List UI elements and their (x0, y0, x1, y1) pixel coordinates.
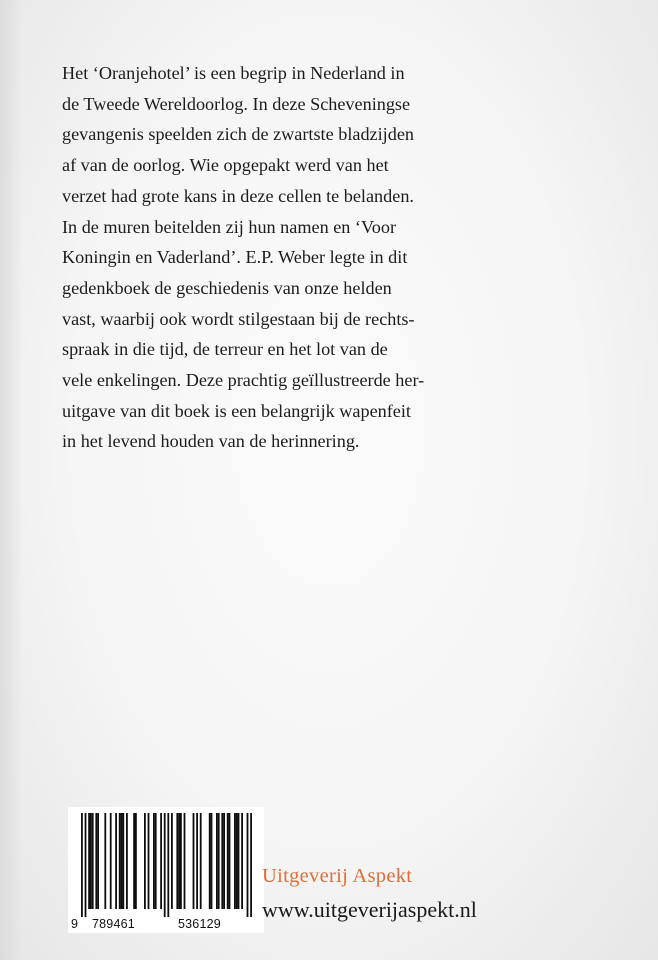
barcode-bar (223, 813, 225, 909)
publisher-name: Uitgeverij Aspekt (262, 865, 413, 887)
barcode-bar (121, 813, 123, 909)
barcode-bar (104, 813, 106, 909)
barcode-bar (209, 813, 211, 909)
barcode-bar (135, 813, 137, 909)
barcode-bar (97, 813, 99, 909)
barcode-bar (184, 813, 186, 909)
barcode-bar (193, 813, 195, 909)
barcode-bar (171, 813, 173, 909)
isbn-lead-digit: 9 (71, 917, 79, 931)
isbn-right-digits: 536129 (178, 917, 221, 931)
barcode-bars (68, 807, 264, 917)
barcode-bar (218, 813, 220, 909)
barcode-bar (238, 813, 240, 909)
barcode-bar (180, 813, 182, 909)
barcode-bar (90, 813, 92, 909)
barcode-bar (144, 813, 146, 909)
barcode-bar (241, 813, 243, 909)
blurb-line: in het levend houden van de herinnering. (62, 431, 360, 452)
barcode-bar (85, 813, 87, 917)
barcode-bar (153, 813, 155, 909)
blurb-line: vast, waarbij ook wordt stilgestaan bij de rechts- (62, 308, 415, 329)
barcode-bar (200, 813, 202, 909)
barcode-bar (211, 813, 213, 909)
blurb-line: af van de oorlog. Wie opgepakt werd van het (62, 155, 389, 176)
barcode-bar (81, 813, 83, 917)
blurb-line: uitgave van dit boek is een belangrijk wapenfeit (62, 400, 411, 421)
blurb-line: de Tweede Wereldoorlog. In deze Scheveningse (62, 93, 411, 114)
barcode-bar (88, 813, 90, 909)
barcode-bar (178, 813, 180, 909)
barcode-bar (221, 813, 223, 909)
blurb-line: gedenkboek de geschiedenis van onze helden (62, 277, 392, 298)
barcode-bar (119, 813, 121, 909)
barcode-bar (196, 813, 198, 909)
blurb-line: vele enkelingen. Deze prachtig geïllustreerde her- (62, 370, 425, 391)
barcode-bar (122, 813, 124, 909)
barcode-bar (227, 813, 229, 909)
barcode-bar (160, 813, 162, 909)
barcode-bar (92, 813, 94, 909)
barcode-bar (155, 813, 157, 909)
blurb-line: Het ‘Oranjehotel’ is een begrip in Nederland in (62, 63, 405, 83)
blurb-line: spraak in die tijd, de terreur en het lot van de (62, 339, 388, 360)
barcode-bar (110, 813, 112, 909)
barcode-bar (234, 813, 236, 909)
barcode-bar (250, 813, 252, 917)
barcode-bar (95, 813, 97, 909)
barcode-bar (148, 813, 150, 909)
barcode-bar (115, 813, 117, 909)
barcode-bar (164, 813, 166, 917)
barcode-bar (167, 813, 169, 917)
barcode-bar (247, 813, 249, 917)
blurb-line: In de muren beitelden zij hun namen en ‘Voor (62, 216, 397, 237)
isbn-left-digits: 789461 (92, 917, 135, 931)
barcode-bar (176, 813, 178, 909)
blurb-text (62, 58, 532, 457)
blurb-line: verzet had grote kans in deze cellen te belanden. (62, 185, 414, 206)
barcode-bar (133, 813, 135, 909)
blurb-line: gevangenis speelden zich de zwartste bladzijden (62, 124, 414, 145)
blurb-line: Koningin en Vaderland’. E.P. Weber legte in dit (62, 247, 408, 268)
barcode-bar (236, 813, 238, 909)
barcode-bar (126, 813, 128, 909)
publisher-website: www.uitgeverijaspekt.nl (262, 897, 477, 922)
barcode-bar (229, 813, 231, 909)
isbn-barcode (68, 807, 264, 933)
barcode-bar (216, 813, 218, 909)
